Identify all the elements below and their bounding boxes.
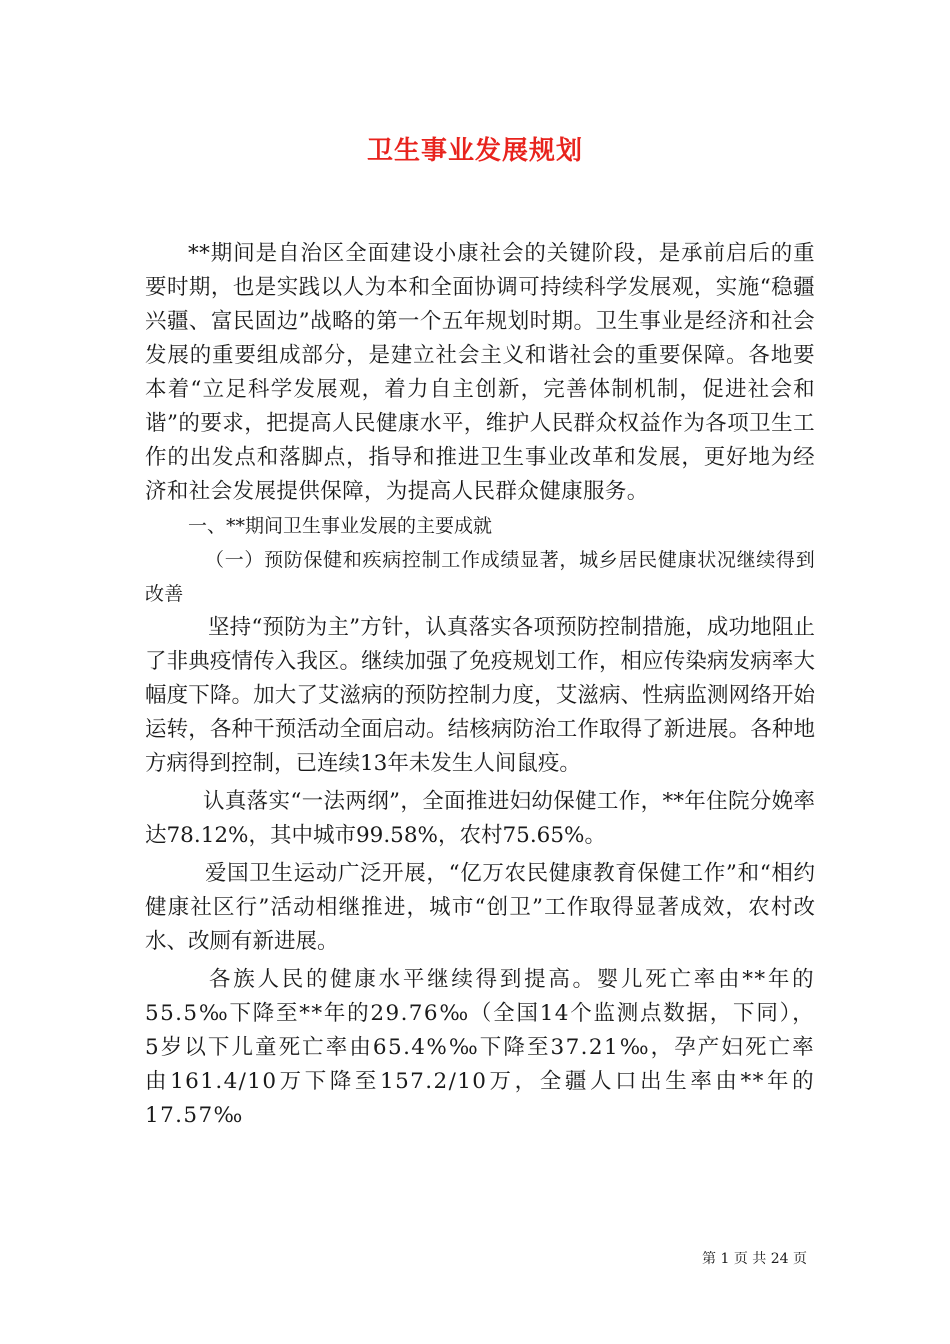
paragraph-patriotic-health: 爱国卫生运动广泛开展，“亿万农民健康教育保健工作”和“相约健康社区行”活动相继推进，城市“创卫”工作取得显著成效，农村改水、改厕有新进展。 xyxy=(145,861,815,954)
paragraph-prevention: 坚持“预防为主”方针，认真落实各项预防控制措施，成功地阻止了非典疫情传入我区。继续加强了免疫规划工作，相应传染病发病率大幅度下降。加大了艾滋病的预防控制力度，艾滋病、性病监测网络开始运转，各种干预活动全面启动。结核病防治工作取得了新进展。各种地方病得到控制，已连续13年未发生人间鼠疫。 xyxy=(145,615,815,776)
document-title: 卫生事业发展规划 xyxy=(366,136,583,166)
paragraph-health-level: 各族人民的健康水平继续得到提高。婴儿死亡率由**年的55.5‰下降至**年的29.76‰（全国14个监测点数据，下同），5岁以下儿童死亡率由65.4%‰下降至37.21‰，孕产妇死亡率由161.4/10万下降至157.2/10万，全疆人口出生率由**年的17.57‰ xyxy=(145,967,815,1128)
paragraph-maternal-child: 认真落实“一法两纲”，全面推进妇幼保健工作，**年住院分娩率达78.12%，其中城市99.58%，农村75.65%。 xyxy=(145,789,815,848)
section-heading-1: 一、**期间卫生事业发展的主要成就 xyxy=(188,515,493,537)
paragraph-intro: **期间是自治区全面建设小康社会的关键阶段，是承前启后的重要时期，也是实践以人为本和全面协调可持续科学发展观，实施“稳疆兴疆、富民固边”战略的第一个五年规划时期。卫生事业是经济和社会发展的重要组成部分，是建立社会主义和谐社会的重要保障。各地要本着“立足科学发展观，着力自主创新，完善体制机制，促进社会和谐”的要求，把提高人民健康水平，维护人民群众权益作为各项卫生工作的出发点和落脚点，指导和推进卫生事业改革和发展，更好地为经济和社会发展提供保障，为提高人民群众健康服务。 xyxy=(145,241,815,504)
page-number-footer: 第 1 页 共 24 页 xyxy=(702,1251,807,1267)
subsection-heading-1: （一）预防保健和疾病控制工作成绩显著，城乡居民健康状况继续得到改善 xyxy=(145,549,815,605)
document-body xyxy=(145,237,815,1133)
